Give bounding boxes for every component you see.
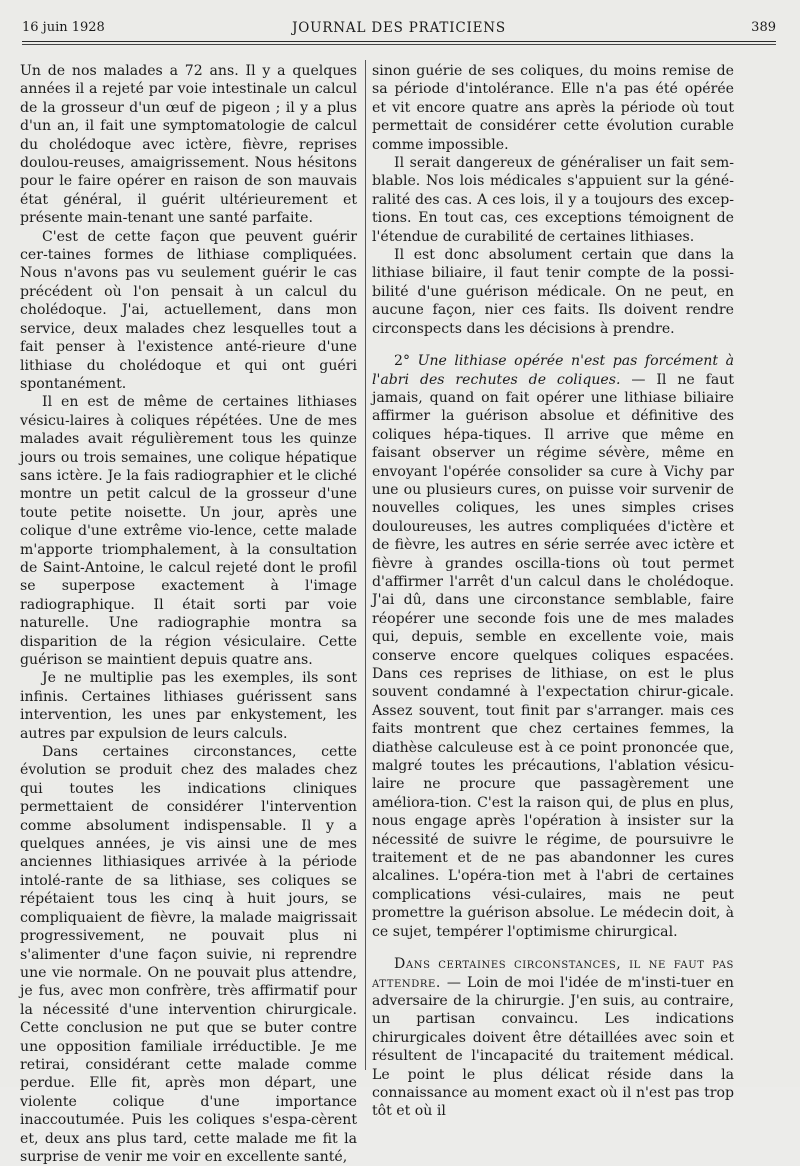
header-rule-thin	[22, 44, 776, 45]
section-paragraph	[372, 955, 734, 1121]
left-column	[20, 62, 357, 1166]
issue-date: 16 juin 1928	[22, 20, 105, 35]
paragraph: Un de nos malades a 72 ans. Il y a quelques années il a rejeté par voie intestinale un calcul de la grosseur d'un œuf de pigeon ; il y a plus d'un an, il fait une symptomatologie de calcul du cholédoque avec ictère, fièvre, reprises doulou-reuses, amaigrissement. Nous hésitons pour le faire opérer en raison de son mauvais état général, il guérit ultérieurement et présente main-tenant une santé parfaite.	[20, 63, 357, 227]
paragraph: sinon guérie de ses coliques, du moins remise de sa période d'intolérance. Elle n'a pas été opérée et vit encore quatre ans après la période où tout permettait de considérer cette évolution curable comme impossible.	[372, 63, 734, 153]
right-column	[372, 62, 734, 1121]
column-divider	[365, 60, 366, 1070]
paragraph: Je ne multiplie pas les exemples, ils sont infinis. Certaines lithiases guérissent sans intervention, les unes par enkystement, les autres par expulsion de leurs calculs.	[20, 670, 357, 742]
paragraph-text: — Loin de moi l'idée de m'insti-tuer en adversaire de la chirurgie. J'en suis, au contraire, un partisan convaincu. Les indications chirurgicales doivent être détaillées avec soin et résultent de l'incapacité du traitement médical. Le point le plus délicat réside dans la connaissance au moment exact où il n'est pas trop tôt et où il	[372, 974, 734, 1120]
paragraph: Dans certaines circonstances, cette évolution se produit chez des malades chez qui toutes les indications cliniques permettaient de considérer l'intervention comme absolument indispensable. Il y a quelques années, je vis ainsi une de mes anciennes lithiasiques arrivée à la période intolé-rante de sa lithiase, ses coliques se répétaient tous les cinq à huit jours, se compliquaient de fièvre, la malade maigrissait progressivement, ne pouvait plus ni s'alimenter d'une façon suivie, ni reprendre une vie normale. On ne pouvait plus attendre, je fus, avec mon confrère, très affirmatif pour la nécessité d'une intervention chirurgicale. Cette conclusion ne put que se buter contre une opposition familiale irréductible. Je me retirai, considérant cette malade comme perdue. Elle fit, après mon départ, une violente colique d'une importance inaccoutumée. Puis les coliques s'espa-cèrent et, deux ans plus tard, cette malade me fit la surprise de venir me voir en excellente santé,	[20, 744, 357, 1165]
paragraph: Il est donc absolument certain que dans la lithiase biliaire, il faut tenir compte de la possi-bilité d'une guérison médicale. On ne peut, en aucune façon, nier ces faits. Ils doivent rendre circonspects dans les décisions à prendre.	[372, 247, 734, 337]
paragraph: Il serait dangereux de généraliser un fait sem-blable. Nos lois médicales s'appuient sur la géné-ralité des cas. A ces lois, il y a toujours des excep-tions. En tout cas, ces exceptions témoignent de l'étendue de curabilité de certaines lithiases.	[372, 155, 734, 245]
paragraph: Il en est de même de certaines lithiases vésicu-laires à coliques répétées. Une de mes malades avait régulièrement tous les quinze jours ou trois semaines, une colique hépatique sans ictère. Je la fais radiographier et le cliché montre un petit calcul de la grosseur d'une toute petite noisette. Un jour, après une colique d'une extrême vio-lence, cette malade m'apporte triomphalement, à la consultation de Saint-Antoine, le calcul rejeté dont le profil se superpose exactement à l'image radiographique. Il était sorti par voie naturelle. Une radiographie montra sa disparition de la région vésiculaire. Cette guérison se maintient depuis quatre ans.	[20, 394, 357, 668]
header-rule	[22, 41, 776, 42]
section-heading: Une lithiase opérée n'est pas forcément à l'abri des rechutes de coliques.	[372, 353, 734, 388]
paragraph-text: — Il ne faut jamais, quand on fait opérer une lithiase biliaire affirmer la guérison absolue et définitive des coliques hépa-tiques. Il arrive que même en faisant observer un régime sévère, même en envoyant l'opérée consolider sa cure à Vichy par une ou plusieurs cures, on puisse voir survenir de nouvelles coliques, les unes simples crises douloureuses, les autres compliquées d'ictère et de fièvre, les autres en série serrée avec ictère et fièvre à grandes oscilla-tions où tout permet d'affirmer l'arrêt d'un calcul dans le cholédoque. J'ai dû, dans une circonstance semblable, faire réopérer une seconde fois une de mes malades qui, depuis, semble en excellente voie, mais conserve encore quelques coliques espacées. Dans ces reprises de lithiase, on est le plus souvent condamné à l'expectation chirur-gicale. Assez souvent, tout finit par s'arranger. mais ces faits montrent que chez certaines femmes, la diathèse calculeuse est à ce point prononcée que, malgré toutes les précautions, l'ablation vésicu-laire ne procure que passagèrement une améliora-tion. C'est la raison qui, de plus en plus, nous engage après l'opération à insister sur la nécessité de suivre le régime, de poursuivre le traitement et de ne pas abandonner les cures alcalines. L'opéra-tion met à l'abri de certaines complications vési-culaires, mais ne peut promettre la guérison absolue. Le médecin doit, à ce sujet, tempérer l'optimisme chirurgical.	[372, 371, 734, 940]
section-number: 2°	[394, 353, 418, 370]
page-number: 389	[751, 20, 776, 35]
section-heading: Dans certaines circonstances, il ne faut pas attendre.	[372, 956, 734, 991]
paragraph: C'est de cette façon que peuvent guérir cer-taines formes de lithiase compliquées. Nous n'avons pas vu seulement guérir le cas précédent où l'on pensait à un calcul du cholédoque. J'ai, actuellement, dans mon service, deux malades chez lesquelles tout a fait penser à l'existence anté-rieure d'une lithiase du cholédoque et qui ont guéri spontanément.	[20, 228, 357, 392]
section-paragraph	[372, 352, 734, 941]
journal-title: JOURNAL DES PRATICIENS	[292, 20, 506, 36]
page-header	[22, 20, 776, 40]
